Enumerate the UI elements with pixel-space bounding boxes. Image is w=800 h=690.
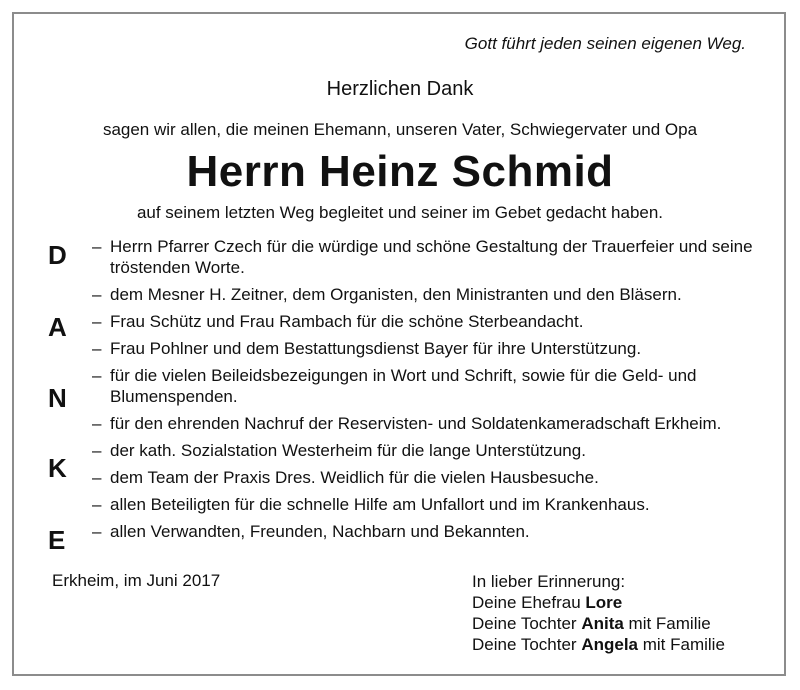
list-item-text: Frau Pohlner und dem Bestattungsdienst Bayer für ihre Unterstützung. <box>110 339 642 358</box>
place-date: Erkheim, im Juni 2017 <box>52 571 221 590</box>
signature-prefix: Deine Tochter <box>472 614 582 633</box>
list-item-text: dem Mesner H. Zeitner, dem Organisten, den Ministranten und den Bläsern. <box>110 285 682 304</box>
signature-block <box>472 571 725 655</box>
list-item-text: allen Beteiligten für die schnelle Hilfe am Unfallort und im Krankenhaus. <box>110 495 650 514</box>
heading: Herzlichen Dank <box>326 78 474 100</box>
signature-name: Angela <box>581 635 638 654</box>
list-dash: – <box>92 237 102 256</box>
signature-line <box>472 592 725 613</box>
list-item-text: der kath. Sozialstation Westerheim für die lange Unterstützung. <box>110 441 586 460</box>
signature-suffix: mit Familie <box>638 635 725 654</box>
danke-letter: A <box>48 312 67 342</box>
list-item-text: Frau Schütz und Frau Rambach für die schöne Sterbeandacht. <box>110 312 584 331</box>
danke-letter: D <box>48 240 67 270</box>
list-dash: – <box>92 339 102 358</box>
list-item <box>92 338 762 359</box>
list-item-text: allen Verwandten, Freunden, Nachbarn und Bekannten. <box>110 522 530 541</box>
list-item-text: Herrn Pfarrer Czech für die würdige und schöne Gestaltung der Trauerfeier und seine tröstenden Worte. <box>110 237 753 277</box>
list-item <box>92 413 762 434</box>
deceased-name: Herrn Heinz Schmid <box>186 147 614 196</box>
signature-name: Anita <box>581 614 624 633</box>
after-text: auf seinem letzten Weg begleitet und seiner im Gebet gedacht haben. <box>136 203 664 222</box>
list-dash: – <box>92 285 102 304</box>
danke-letter: N <box>48 383 67 413</box>
signature-title: In lieber Erinnerung: <box>472 572 626 591</box>
signature-line <box>472 634 725 655</box>
list-dash: – <box>92 441 102 460</box>
list-item <box>92 236 762 278</box>
list-dash: – <box>92 495 102 514</box>
list-dash: – <box>92 366 102 385</box>
list-dash: – <box>92 414 102 433</box>
list-item <box>92 365 762 407</box>
danke-letter: K <box>48 453 67 483</box>
danke-letter: E <box>48 525 66 555</box>
list-item <box>92 440 762 461</box>
thanks-list <box>92 236 762 548</box>
list-item <box>92 311 762 332</box>
signature-name: Lore <box>585 593 623 612</box>
list-item-text: für den ehrenden Nachruf der Reservisten- und Soldatenkameradschaft Erkheim. <box>110 414 722 433</box>
list-item <box>92 467 762 488</box>
signature-prefix: Deine Ehefrau <box>472 593 586 612</box>
list-item <box>92 494 762 515</box>
list-dash: – <box>92 312 102 331</box>
list-dash: – <box>92 522 102 541</box>
signature-line <box>472 613 725 634</box>
list-item-text: für die vielen Beileidsbezeigungen in Wort und Schrift, sowie für die Geld- und Blumenspenden. <box>110 366 697 406</box>
list-item-text: dem Team der Praxis Dres. Weidlich für die vielen Hausbesuche. <box>110 468 599 487</box>
motto: Gott führt jeden seinen eigenen Weg. <box>464 34 746 53</box>
signature-suffix: mit Familie <box>623 614 711 633</box>
list-item <box>92 284 762 305</box>
list-item <box>92 521 762 542</box>
signature-prefix: Deine Tochter <box>472 635 582 654</box>
intro-text: sagen wir allen, die meinen Ehemann, unseren Vater, Schwiegervater und Opa <box>102 120 698 139</box>
list-dash: – <box>92 468 102 487</box>
